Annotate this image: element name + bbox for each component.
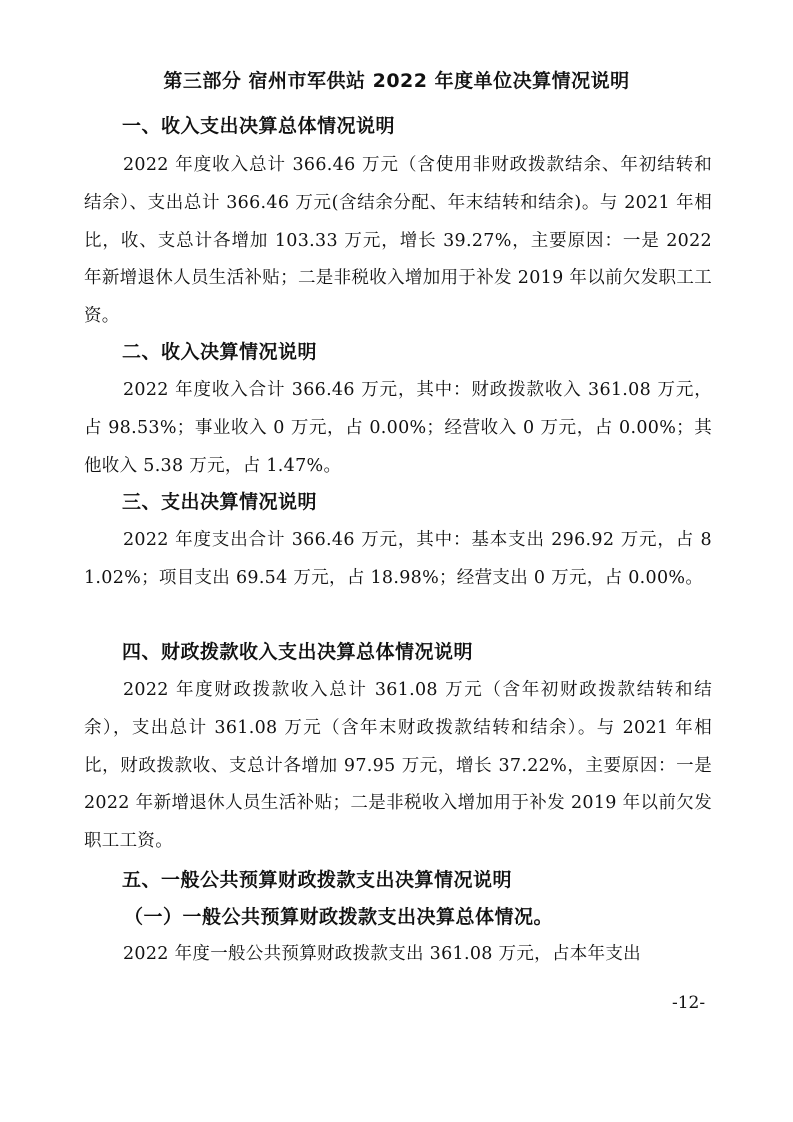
section-paragraph-2: 2022 年度收入合计 366.46 万元，其中：财政拨款收入 361.08 万元，占 98.53%；事业收入 0 万元，占 0.00%；经营收入 0 万元，占 0.00%；其他收入 5.38 万元，占 1.47%。 [84, 380, 712, 476]
section-heading-3: 三、支出决算情况说明 [122, 491, 318, 513]
section-paragraph-3: 2022 年度支出合计 366.46 万元，其中：基本支出 296.92 万元，占 81.02%；项目支出 69.54 万元，占 18.98%；经营支出 0 万元，占 0.00%。 [84, 530, 712, 588]
section-paragraph-5: 2022 年度一般公共预算财政拨款支出 361.08 万元，占本年支出 [123, 944, 641, 964]
section-heading-5: 五、一般公共预算财政拨款支出决算情况说明 [122, 869, 513, 891]
section-heading-4: 四、财政拨款收入支出决算总体情况说明 [122, 641, 474, 663]
section-heading-2: 二、收入决算情况说明 [122, 341, 318, 363]
document-title: 第三部分 宿州市军供站 2022 年度单位决算情况说明 [163, 70, 630, 92]
section-paragraph-1: 2022 年度收入总计 366.46 万元（含使用非财政拨款结余、年初结转和结余）、支出总计 366.46 万元(含结余分配、年末结转和结余)。与 2021 年相比，收、支总计各增加 103.33 万元，增长 39.27%，主要原因：一是 2022 年新增退休人员生活补贴；二是非税收入增加用于补发 2019 年以前欠发职工工资。 [84, 155, 712, 327]
section-paragraph-4: 2022 年度财政拨款收入总计 361.08 万元（含年初财政拨款结转和结余），支出总计 361.08 万元（含年末财政拨款结转和结余）。与 2021 年相比，财政拨款收、支总计各增加 97.95 万元，增长 37.22%，主要原因：一是 2022 年新增退休人员生活补贴；二是非税收入增加用于补发 2019 年以前欠发职工工资。 [84, 680, 712, 852]
section-subheading-5-1: （一）一般公共预算财政拨款支出决算总体情况。 [124, 906, 554, 928]
section-heading-1: 一、收入支出决算总体情况说明 [122, 115, 396, 137]
page-number: -12- [672, 993, 706, 1013]
